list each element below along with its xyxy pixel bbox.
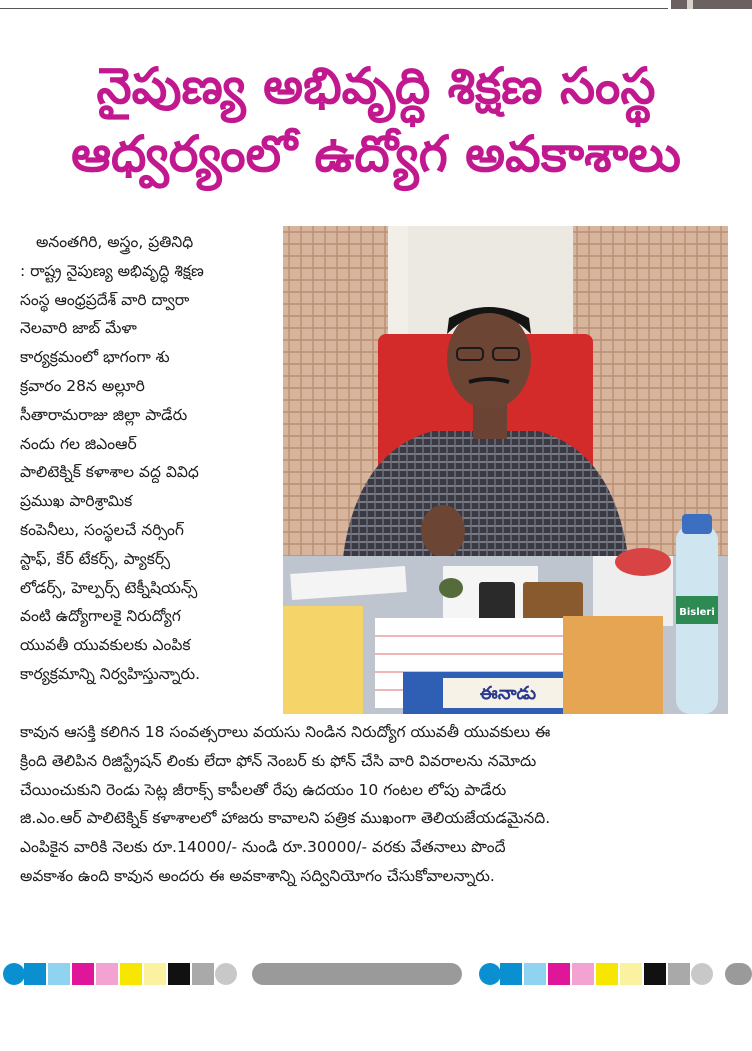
color-swatches-left [3,963,237,985]
article-line: అవకాశం ఉంది కావున అందరు ఈ అవకాశాన్ని సద్వినియోగం చేసుకోవాలన్నారు. [20,866,495,885]
headline [0,52,752,188]
grey-gradient-bar [252,963,462,985]
article-line: కార్యక్రమంలో భాగంగా శు [20,348,170,367]
grey-gradient-bar-right [725,963,752,985]
article-line: లోడర్స్, హెల్పర్స్ టెక్నీషియన్స్ [20,578,198,597]
article-line: ఎంపికైన వారికి నెలకు రూ.14000/- నుండి రూ.30000/- వరకు వేతనాలు పొందే [20,838,506,857]
adjacent-photo-strip [687,0,693,9]
print-registration-bar [0,958,752,990]
bottle-label: Bisleri [679,607,715,618]
article-line: స్టాఫ్, కేర్ టేకర్స్, ప్యాకర్స్ [20,549,171,568]
man-hand [421,505,465,557]
article-line: నెలవారి జాబ్ మేళా [20,319,137,338]
article-line: కావున ఆసక్తి కలిగిన 18 సంవత్సరాలు వయసు నిండిన నిరుద్యోగ యువతీ యువకులు ఈ [20,723,551,741]
article-line: పాలిటెక్నిక్ కళాశాల వద్ద వివిధ [20,463,199,482]
article-line: కంపెనీలు, సంస్థలచే నర్సింగ్ [20,520,184,539]
article-line: నందు గల జిఎంఆర్ [20,434,137,453]
color-swatches-right [479,963,713,985]
article-line: జి.ఎం.ఆర్ పాలిటెక్నిక్ కళాశాలలో హాజరు కావాలని పత్రిక ముఖంగా తెలియజేయడమైనది. [20,809,551,828]
adjacent-photo-edge [671,0,752,9]
article-full-width [20,718,742,891]
calendar-text: ఈనాడు [479,683,537,704]
article-line: అనంతగిరి, అస్త్రం, ప్రతినిధి [36,233,194,251]
article-line: వంటి ఉద్యోగాలకై నిరుద్యోగ [20,607,181,626]
article-line: క్రవారం 28న అల్లూరి [20,376,145,395]
top-rule [0,8,668,9]
article-line: యువతీ యువకులకు ఎంపిక [20,636,191,655]
article-line: క్రింది తెలిపిన రిజిస్ట్రేషన్ లింకు లేదా ఫోన్ నెంబర్ కు ఫోన్ చేసి వారి వివరాలను నమోదు [20,751,537,770]
article-line: సీతారామరాజు జిల్లా పాడేరు [20,405,188,424]
article-column [20,228,282,689]
headline-line-1: నైపుణ్య అభివృద్ధి శిక్షణ సంస్థ [96,57,656,115]
article-line: చేయించుకుని రెండు సెట్ల జీరాక్స్ కాపీలతో రేపు ఉదయం 10 గంటల లోపు పాడేరు [20,780,507,799]
article-line: : రాష్ట్ర నైపుణ్య అభివృద్ధి శిక్షణ [20,261,204,280]
article-line: కార్యక్రమాన్ని నిర్వహిస్తున్నారు. [20,664,201,683]
news-photo [283,226,728,714]
article-line: ప్రముఖ పారిశ్రామిక [20,492,133,511]
headline-line-2: ఆధ్వర్యంలో ఉద్యోగ అవకాశాలు [71,125,681,183]
article-line: సంస్థ ఆంధ్రప్రదేశ్ వారి ద్వారా [20,290,190,309]
